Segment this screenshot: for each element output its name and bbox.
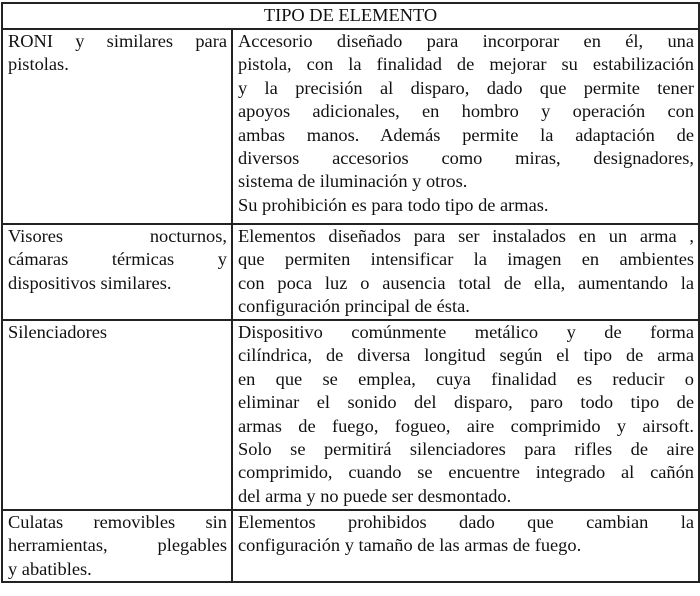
table-row — [2, 510, 699, 582]
description-line: configuración y tamaño de las armas de fuego. — [238, 535, 582, 556]
description-line: Accesorio diseñado para incorporar en él, una — [238, 31, 695, 51]
element-name-cell — [2, 510, 232, 582]
element-name-cell — [2, 224, 232, 320]
description-line: apoyos adicionales, en hombro y operación con — [238, 101, 695, 122]
table-header-row — [2, 3, 699, 29]
description-line: que permiten intensificar la imagen en ambientes — [238, 249, 695, 270]
description-line: pistola, con la finalidad de mejorar su estabilización — [238, 54, 695, 75]
element-name-line: cámaras térmicas y — [8, 249, 227, 270]
description-line: armas de fuego, fogueo, aire comprimido y airsoft. — [238, 415, 695, 436]
element-name-line: y abatibles. — [8, 558, 92, 579]
description-line: cilíndrica, de diversa longitud según el tipo de arma — [238, 345, 695, 366]
element-name-line: pistolas. — [8, 54, 69, 75]
element-type-table — [1, 2, 700, 583]
description-line: comprimido, cuando se encuentre integrado al cañón — [238, 462, 695, 483]
description-line: Elementos diseñados para ser instalados en un arma , — [238, 226, 695, 246]
element-name-line: Culatas removibles sin — [8, 512, 227, 532]
description-line: en que se emplea, cuya finalidad es reducir o — [238, 368, 695, 389]
description-line: sistema de iluminación y otros. — [238, 171, 468, 192]
element-name-line: Visores nocturnos, — [8, 226, 227, 246]
element-name-line: dispositivos similares. — [8, 272, 172, 293]
element-description-cell — [232, 224, 699, 320]
element-name-cell — [2, 320, 232, 510]
description-line: configuración principal de ésta. — [238, 296, 470, 317]
table-row — [2, 320, 699, 510]
element-name-line: Silenciadores — [8, 322, 108, 342]
element-description-cell — [232, 320, 699, 510]
table-row — [2, 224, 699, 320]
description-line: Elementos prohibidos dado que cambian la — [238, 512, 695, 532]
description-line: diversos accesorios como miras, designadores, — [238, 148, 695, 169]
element-name-line: RONI y similares para — [8, 31, 227, 51]
element-name-line: herramientas, plegables — [8, 535, 227, 556]
description-line: ambas manos. Además permite la adaptación de — [238, 124, 695, 145]
description-line: Dispositivo comúnmente metálico y de forma — [238, 322, 695, 342]
element-name-cell — [2, 29, 232, 224]
table-row — [2, 29, 699, 224]
element-description-cell — [232, 510, 699, 582]
description-line: del arma y no puede ser desmontado. — [238, 485, 512, 506]
description-line: Su prohibición es para todo tipo de armas. — [238, 194, 549, 215]
description-line: eliminar el sonido del disparo, paro todo tipo de — [238, 392, 695, 413]
element-description-cell — [232, 29, 699, 224]
description-line: con poca luz o ausencia total de ella, aumentando la — [238, 272, 695, 293]
description-line: Solo se permitirá silenciadores para rifles de aire — [238, 439, 695, 460]
table-header: TIPO DE ELEMENTO — [2, 3, 699, 29]
description-line: y la precisión al disparo, dado que permite tener — [238, 77, 695, 98]
